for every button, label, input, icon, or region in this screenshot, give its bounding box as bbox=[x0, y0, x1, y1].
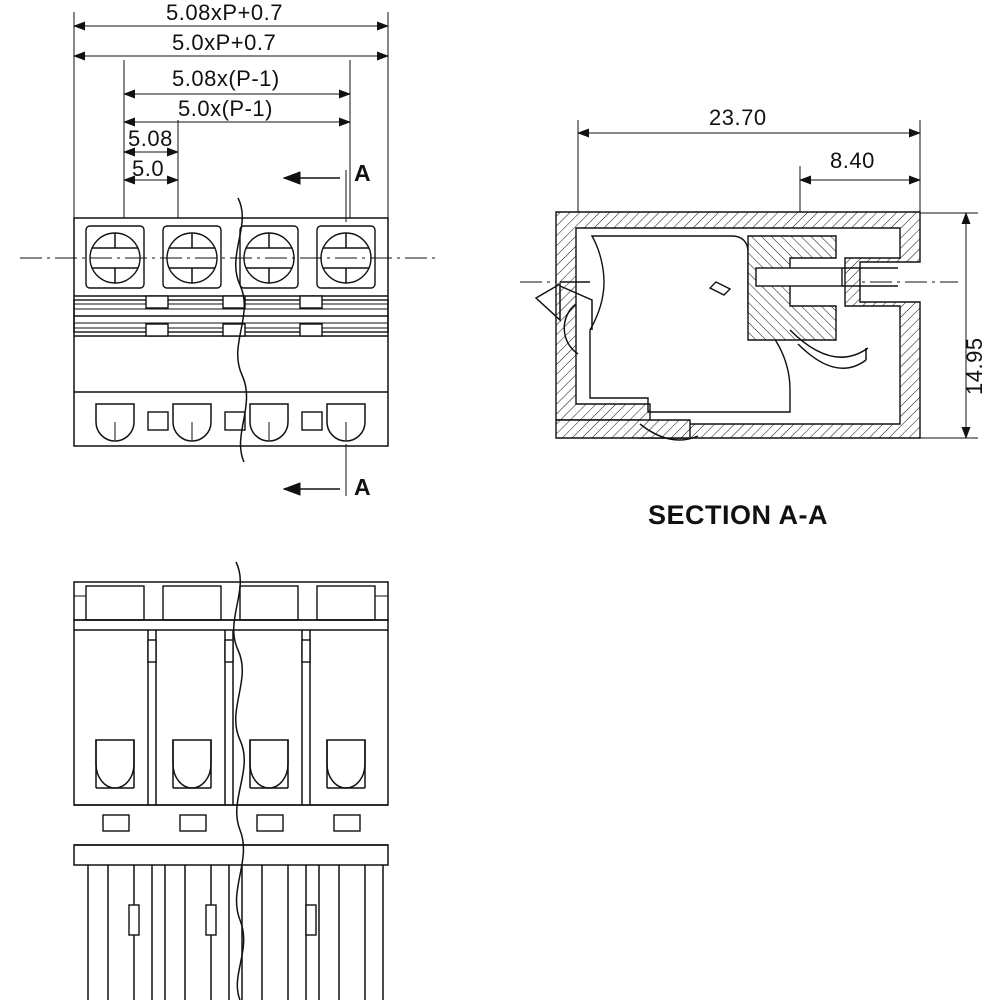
dimension-label-5.08: 5.08 bbox=[128, 126, 173, 151]
screw-terminals bbox=[86, 226, 375, 288]
dimension-label-14.95: 14.95 bbox=[962, 337, 987, 395]
section-aa-geometry bbox=[520, 120, 978, 440]
section-mark-a-top: A bbox=[354, 160, 371, 186]
dimension-label-23.70: 23.70 bbox=[709, 105, 767, 130]
front-view-pins bbox=[88, 865, 383, 1000]
dimension-label-8.40: 8.40 bbox=[830, 148, 875, 173]
front-view-geometry bbox=[74, 562, 388, 1000]
dimension-label-5.08x(P-1): 5.08x(P-1) bbox=[172, 66, 280, 91]
dimension-label-5.08xP+0.7: 5.08xP+0.7 bbox=[166, 0, 283, 25]
dimension-label-5.0x(P-1): 5.0x(P-1) bbox=[178, 96, 273, 121]
dimension-label-5.0: 5.0 bbox=[132, 156, 165, 181]
section-caption: SECTION A-A bbox=[648, 500, 828, 530]
dimension-label-5.0xP+0.7: 5.0xP+0.7 bbox=[172, 30, 277, 55]
section-mark-a-bottom: A bbox=[354, 474, 371, 500]
top-view-contact-feet bbox=[96, 404, 365, 441]
